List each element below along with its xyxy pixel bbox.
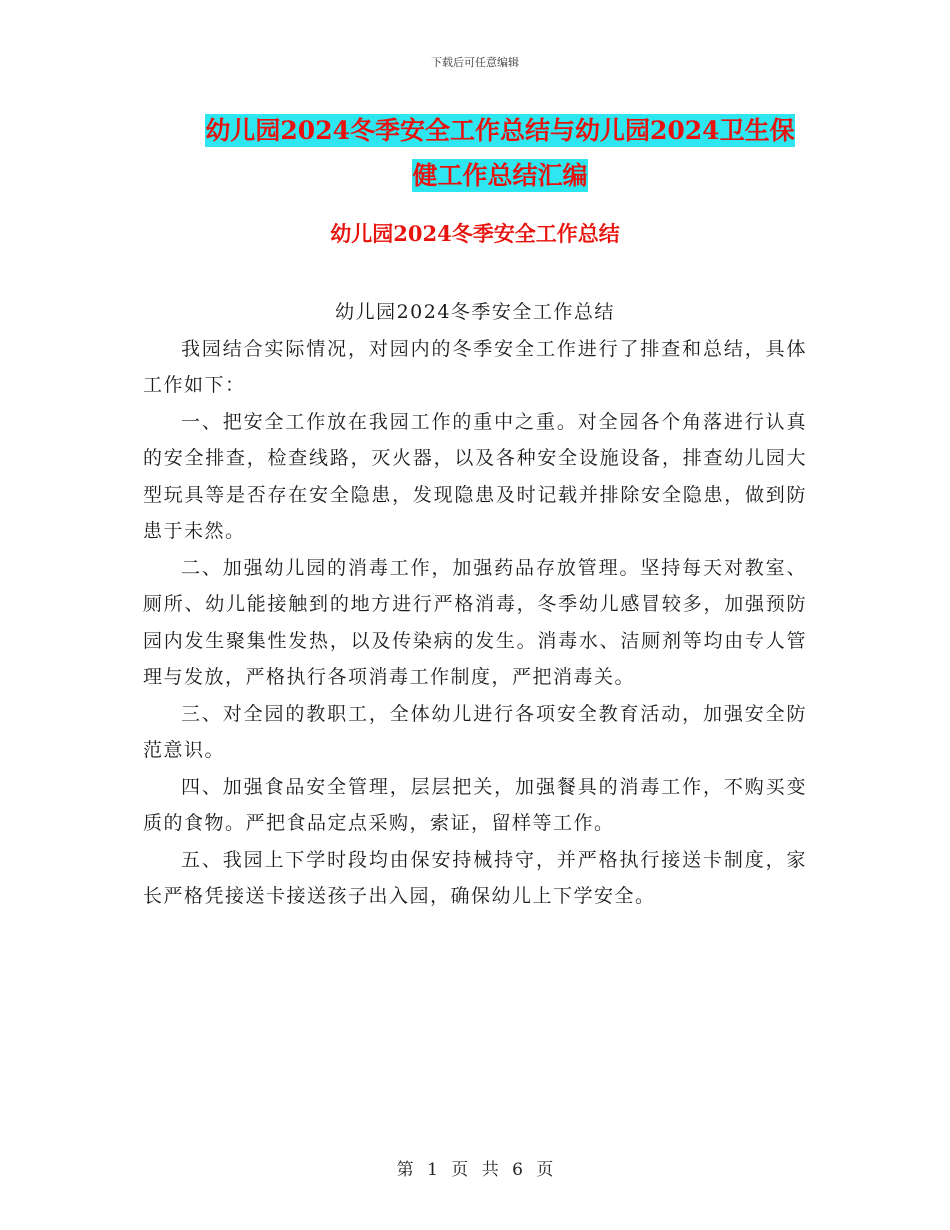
body-sub-title: 幼儿园2024冬季安全工作总结 xyxy=(335,301,615,323)
section-title: 幼儿园2024冬季安全工作总结 xyxy=(330,221,620,246)
paragraph-item-2: 二、加强幼儿园的消毒工作，加强药品存放管理。坚持每天对教室、厕所、幼儿能接触到的地方进行严格消毒，冬季幼儿感冒较多，加强预防园内发生聚集性发热，以及传染病的发生。消毒水、洁厕剂等均由专人管理与发放，严格执行各项消毒工作制度，严把消毒关。 xyxy=(143,556,807,688)
document-title-line-2: 健工作总结汇编 xyxy=(412,161,588,190)
paragraph-item-1: 一、把安全工作放在我园工作的重中之重。对全园各个角落进行认真的安全排查，检查线路，灭火器，以及各种安全设施设备，排查幼儿园大型玩具等是否存在安全隐患，发现隐患及时记载并排除安全隐患，做到防患于未然。 xyxy=(143,410,807,542)
document-body xyxy=(143,294,807,915)
paragraph-item-4: 四、加强食品安全管理，层层把关，加强餐具的消毒工作，不购买变质的食物。严把食品定点采购，索证，留样等工作。 xyxy=(143,775,807,834)
document-title xyxy=(160,108,840,198)
page-footer: 第 1 页 共 6 页 xyxy=(396,1160,554,1180)
paragraph-item-3: 三、对全园的教职工，全体幼儿进行各项安全教育活动，加强安全防范意识。 xyxy=(143,702,807,761)
paragraph-item-5: 五、我园上下学时段均由保安持械持守，并严格执行接送卡制度，家长严格凭接送卡接送孩子出入园，确保幼儿上下学安全。 xyxy=(143,848,807,907)
document-title-line-1: 幼儿园2024冬季安全工作总结与幼儿园2024卫生保 xyxy=(205,116,795,145)
header-note: 下载后可任意编辑 xyxy=(431,56,519,69)
paragraph-intro: 我园结合实际情况，对园内的冬季安全工作进行了排查和总结，具体工作如下： xyxy=(143,337,807,396)
